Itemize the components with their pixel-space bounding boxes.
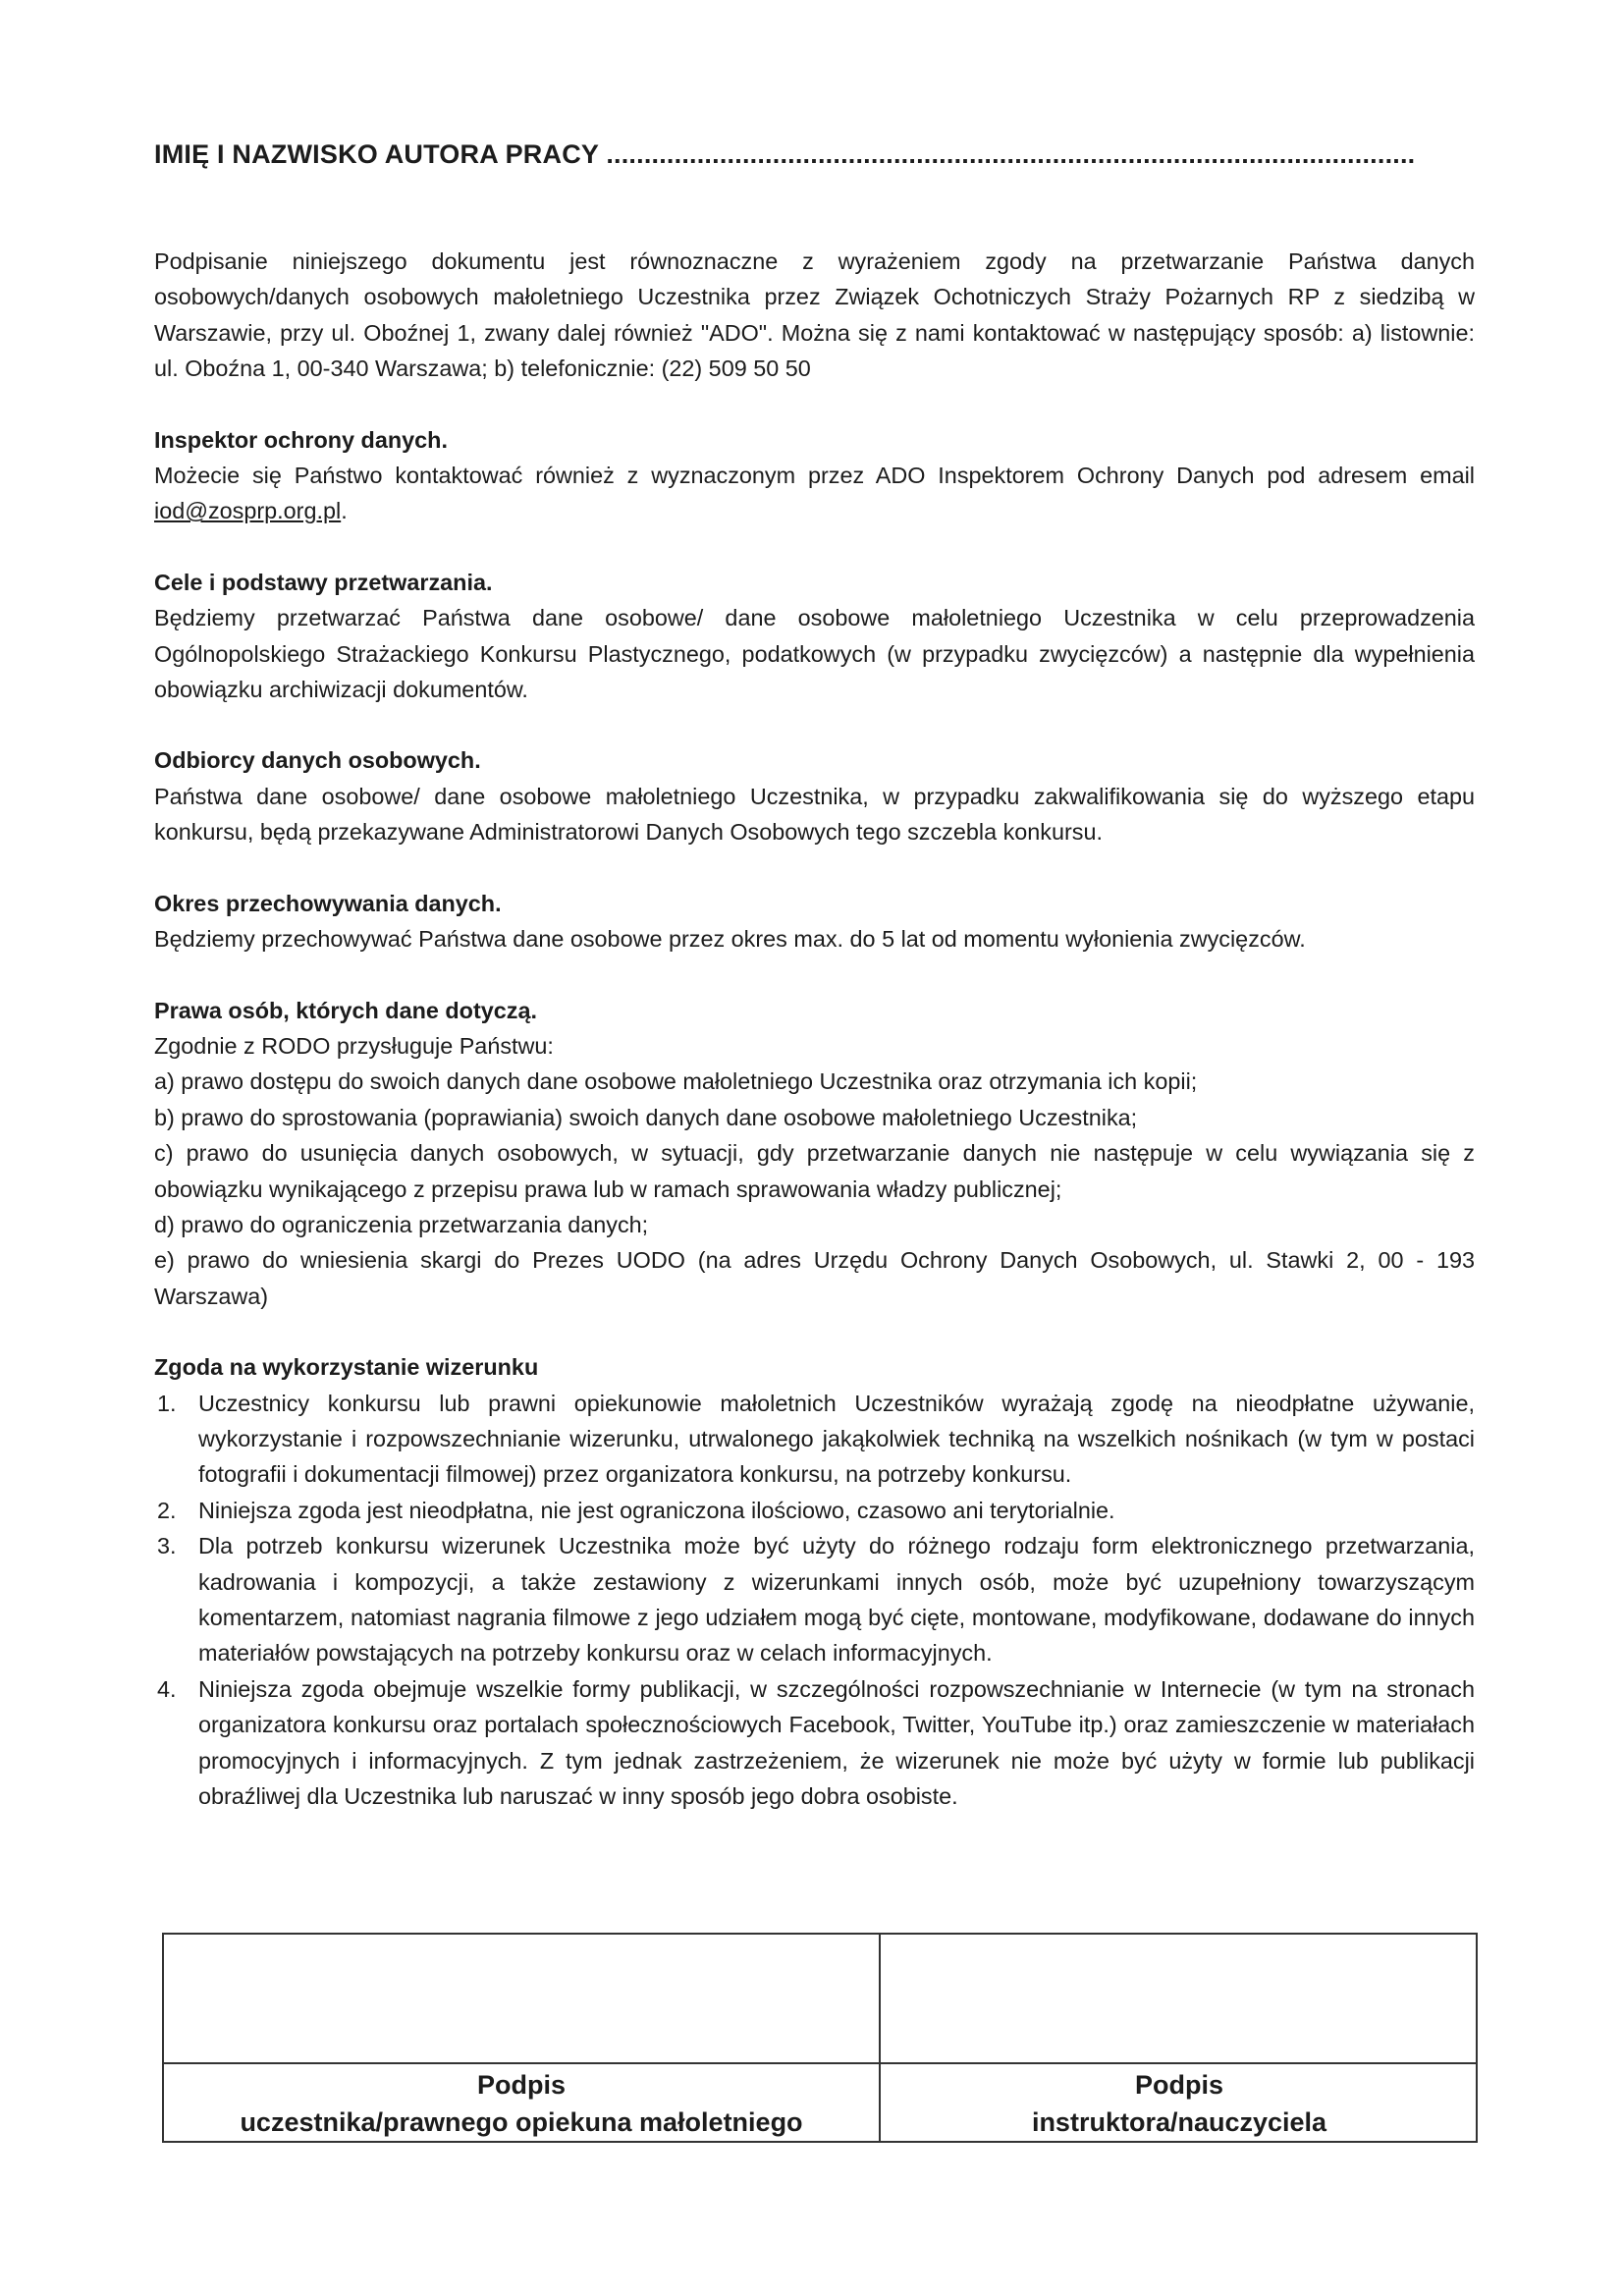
rights-item: a) prawo dostępu do swoich danych dane osobowe małoletniego Uczestnika oraz otrzymania ich kopii; bbox=[154, 1068, 1198, 1095]
section-body: Będziemy przechowywać Państwa dane osobowe przez okres max. do 5 lat od momentu wyłonienia zwycięzców. bbox=[154, 926, 1306, 953]
consent-item bbox=[154, 1671, 1475, 1815]
signature-table bbox=[162, 1933, 1478, 2143]
signature-label-line: uczestnika/prawnego opiekuna małoletniego bbox=[240, 2107, 803, 2137]
rights-item: c) prawo do usunięcia danych osobowych, w sytuacji, gdy przetwarzanie danych nie następuje w celu wywiązania się z obowiązku wynikającego z przepisu prawa lub w ramach sprawowania władzy publicznej; bbox=[154, 1140, 1475, 1202]
rights-item: d) prawo do ograniczenia przetwarzania danych; bbox=[154, 1211, 649, 1237]
inspector-section bbox=[154, 422, 1475, 529]
image-consent-section bbox=[154, 1349, 1475, 1814]
consent-item-text: Uczestnicy konkursu lub prawni opiekunowie małoletnich Uczestników wyrażają zgodę na nieodpłatne używanie, wykorzystanie i rozpowszechnianie wizerunku, utrwalonego jakąkolwiek techniką na wszelkich nośnikach (w tym w postaci fotografii i dokumentacji filmowej) przez organizatora konkursu, na potrzeby konkursu. bbox=[198, 1390, 1475, 1488]
signature-label-line: instruktora/nauczyciela bbox=[1031, 2107, 1327, 2137]
section-title: Zgoda na wykorzystanie wizerunku bbox=[154, 1354, 539, 1381]
list-number: 1. bbox=[157, 1390, 177, 1416]
list-number: 2. bbox=[157, 1497, 177, 1523]
list-number: 3. bbox=[157, 1533, 177, 1559]
inspector-body-end: . bbox=[341, 498, 348, 524]
document-content bbox=[154, 244, 1475, 1849]
inspector-body-text: Możecie się Państwo kontaktować również z wyznaczonym przez ADO Inspektorem Ochrony Danych pod adresem email bbox=[154, 463, 1475, 489]
rights-section bbox=[154, 993, 1475, 1315]
intro-paragraph: Podpisanie niniejszego dokumentu jest równoznaczne z wyrażeniem zgody na przetwarzanie Państwa danych osobowych/danych osobowych małoletniego Uczestnika przez Związek Ochotniczych Straży Pożarnych RP z siedzibą w Warszawie, przy ul. Oboźnej 1, zwany dalej również "ADO". Można się z nami kontaktować w następujący sposób: a) listownie: ul. Oboźna 1, 00-340 Warszawa; b) telefonicznie: (22) 509 50 50 bbox=[154, 248, 1475, 382]
instructor-signature-label bbox=[881, 2063, 1478, 2144]
rights-intro: Zgodnie z RODO przysługuje Państwu: bbox=[154, 1032, 554, 1059]
inspector-email-link[interactable]: iod@zosprp.org.pl bbox=[154, 498, 342, 524]
author-name-title: IMIĘ I NAZWISKO AUTORA PRACY ........................................................................................................... bbox=[154, 139, 1416, 169]
consent-item-text: Dla potrzeb konkursu wizerunek Uczestnika może być użyty do różnego rodzaju form elektronicznego przetwarzania, kadrowania i kompozycji, a także zestawiony z wizerunkami innych osób, może być uzupełniony towarzyszącym komentarzem, natomiast nagrania filmowe z jego udziałem mogą być cięte, montowane, modyfikowane, dodawane do innych materiałów powstających na potrzeby konkursu oraz w celach informacyjnych. bbox=[198, 1533, 1475, 1667]
rights-item: b) prawo do sprostowania (poprawiania) swoich danych dane osobowe małoletniego Uczestnika; bbox=[154, 1104, 1138, 1130]
consent-item-text: Niniejsza zgoda obejmuje wszelkie formy publikacji, w szczególności rozpowszechnianie w Internecie (w tym na stronach organizatora konkursu oraz portalach społecznościowych Facebook, Twitter, YouTube itp.) oraz zamieszczenie w materiałach promocyjnych i informacyjnych. Z tym jednak zastrzeżeniem, że wizerunek nie może być użyty w formie lub publikacji obraźliwej dla Uczestnika lub naruszać w inny sposób jego dobra osobiste. bbox=[198, 1675, 1475, 1810]
section-title: Prawa osób, których dane dotyczą. bbox=[154, 997, 537, 1023]
section-title: Inspektor ochrony danych. bbox=[154, 426, 448, 453]
consent-item bbox=[154, 1386, 1475, 1493]
section-body: Będziemy przetwarzać Państwa dane osobowe/ dane osobowe małoletniego Uczestnika w celu przeprowadzenia Ogólnopolskiego Strażackiego Konkursu Plastycznego, podatkowych (w przypadku zwycięzców) a następnie dla wypełnienia obowiązku archiwizacji dokumentów. bbox=[154, 605, 1475, 703]
section-body: Państwa dane osobowe/ dane osobowe małoletniego Uczestnika, w przypadku zakwalifikowania się do wyższego etapu konkursu, będą przekazywane Administratorowi Danych Osobowych tego szczebla konkursu. bbox=[154, 783, 1475, 846]
consent-item bbox=[154, 1493, 1475, 1528]
participant-signature-label bbox=[164, 2063, 879, 2144]
retention-section bbox=[154, 886, 1475, 957]
rights-item: e) prawo do wniesienia skargi do Prezes UODO (na adres Urzędu Ochrony Danych Osobowych, ul. Stawki 2, 00 - 193 Warszawa) bbox=[154, 1247, 1475, 1309]
section-title: Okres przechowywania danych. bbox=[154, 890, 502, 916]
signature-label-line: Podpis bbox=[1134, 2070, 1223, 2100]
list-number: 4. bbox=[157, 1675, 177, 1702]
section-title: Cele i podstawy przetwarzania. bbox=[154, 569, 493, 595]
section-body bbox=[154, 458, 1475, 529]
recipients-section bbox=[154, 742, 1475, 849]
consent-item bbox=[154, 1528, 1475, 1671]
signature-label-line: Podpis bbox=[476, 2070, 566, 2100]
section-title: Odbiorcy danych osobowych. bbox=[154, 747, 481, 774]
consent-list bbox=[154, 1386, 1475, 1815]
purposes-section bbox=[154, 565, 1475, 708]
consent-item-text: Niniejsza zgoda jest nieodpłatna, nie jest ograniczona ilościowo, czasowo ani terytorialnie. bbox=[198, 1497, 1115, 1523]
